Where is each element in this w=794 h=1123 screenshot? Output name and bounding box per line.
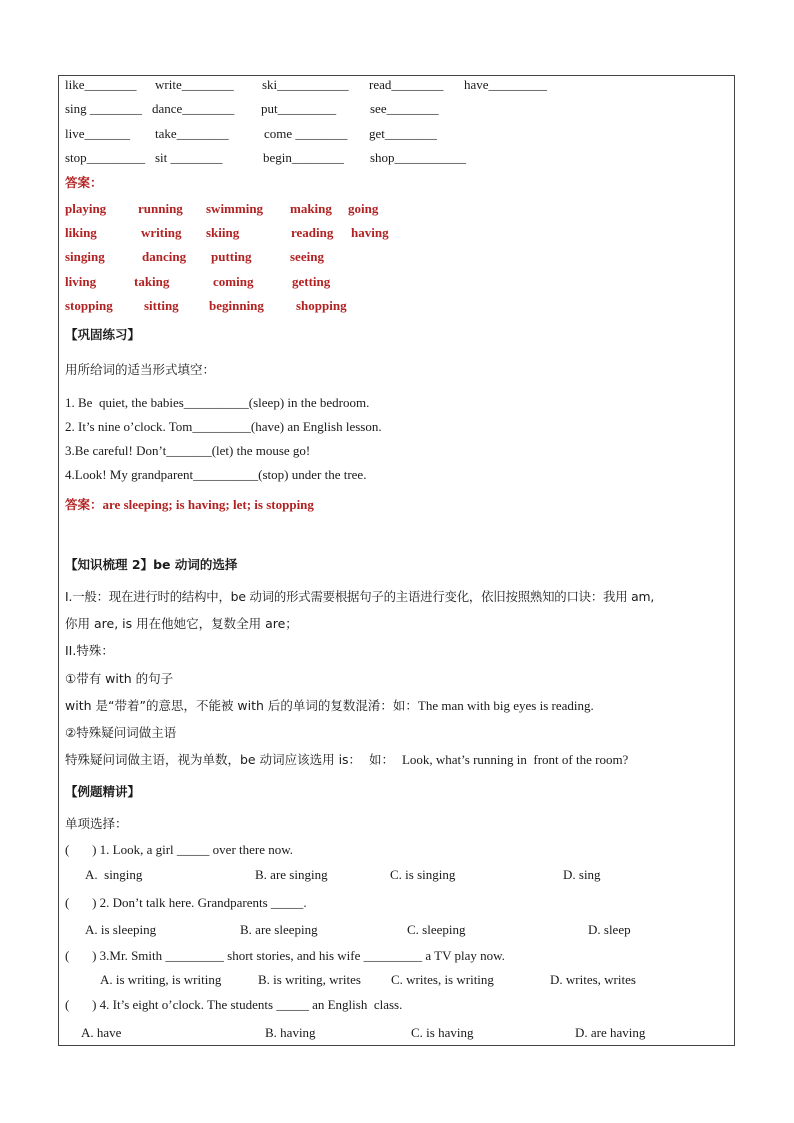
verb-put: put_________: [261, 101, 337, 116]
mc-q2-option-d: D. sleep: [588, 922, 631, 937]
mc-q1-option-d: D. sing: [563, 867, 601, 882]
answer-dancing: dancing: [142, 249, 187, 264]
example-heading: 【例题精讲】: [65, 784, 141, 799]
mc-question-3: ( ) 3.Mr. Smith _________ short stories, and his wife _________ a TV play now.: [65, 948, 505, 963]
special-1-text-en: The man with big eyes is reading.: [417, 698, 594, 713]
answer-running: running: [138, 201, 183, 216]
mc-q2-option-a: A. is sleeping: [85, 922, 157, 937]
practice-item-4: 4.Look! My grandparent__________(stop) under the tree.: [65, 467, 367, 482]
practice-answer-label: 答案：: [65, 497, 103, 512]
mc-q4-option-b: B. having: [265, 1025, 316, 1040]
mc-q3-option-a: A. is writing, is writing: [100, 972, 222, 987]
answer-putting: putting: [211, 249, 252, 264]
verb-ski: ski___________: [262, 77, 349, 92]
answer-getting: getting: [292, 274, 331, 289]
answer-reading: reading: [291, 225, 334, 240]
mc-question-2: ( ) 2. Don’t talk here. Grandparents _____.: [65, 895, 307, 910]
answer-making: making: [290, 201, 332, 216]
mc-q4-option-c: C. is having: [411, 1025, 474, 1040]
special-2-text-en: Look, what’s running in front of the room?: [401, 752, 629, 767]
verb-get: get________: [369, 126, 437, 141]
verb-like: like________: [65, 77, 137, 92]
practice-answer: [65, 497, 314, 513]
answer-living: living: [65, 274, 97, 289]
practice-instruction: 用所给词的适当形式填空：: [65, 362, 216, 377]
answer-shopping: shopping: [296, 298, 347, 313]
answer-coming: coming: [213, 274, 254, 289]
verb-sit: sit ________: [155, 150, 223, 165]
answer-beginning: beginning: [209, 298, 264, 313]
mc-q2-option-b: B. are sleeping: [240, 922, 318, 937]
mc-q4-option-d: D. are having: [575, 1025, 646, 1040]
mc-instruction: 单项选择：: [65, 816, 128, 831]
mc-question-4: ( ) 4. It’s eight o’clock. The students _____ an English class.: [65, 997, 403, 1012]
mc-question-1: ( ) 1. Look, a girl _____ over there now.: [65, 842, 294, 857]
practice-item-3: 3.Be careful! Don’t_______(let) the mouse go!: [65, 443, 311, 458]
answer-swimming: swimming: [206, 201, 264, 216]
knowledge-heading-prefix: 【知识梳理 2】: [65, 557, 154, 572]
special-1-text: [65, 698, 594, 714]
practice-heading: 【巩固练习】: [65, 327, 141, 342]
verb-see: see________: [370, 101, 439, 116]
mc-q3-option-d: D. writes, writes: [550, 972, 636, 987]
answer-taking: taking: [134, 274, 170, 289]
answer-playing: playing: [65, 201, 107, 216]
verb-come: come ________: [264, 126, 348, 141]
answer-having: having: [351, 225, 389, 240]
mc-q3-option-c: C. writes, is writing: [391, 972, 494, 987]
practice-answer-text: are sleeping; is having; let; is stopping: [102, 497, 314, 512]
mc-q4-option-a: A. have: [81, 1025, 122, 1040]
mc-q3-option-b: B. is writing, writes: [258, 972, 361, 987]
verb-write: write________: [155, 77, 234, 92]
general-rule-line1: I.一般：现在进行时的结构中，be 动词的形式需要根据句子的主语进行变化，依旧按照熟知的口诀：我用 am,: [65, 589, 655, 604]
special-2-text-cn: 特殊疑问词做主语，视为单数，be 动词应该选用 is： 如：: [65, 752, 402, 767]
knowledge-heading: [65, 557, 237, 573]
practice-item-2: 2. It’s nine o’clock. Tom_________(have) an English lesson.: [65, 419, 382, 434]
answer-going: going: [348, 201, 379, 216]
answer-label: 答案：: [65, 175, 103, 190]
answer-singing: singing: [65, 249, 105, 264]
answer-sitting: sitting: [144, 298, 179, 313]
mc-q1-option-b: B. are singing: [255, 867, 328, 882]
verb-sing: sing ________: [65, 101, 142, 116]
answer-stopping: stopping: [65, 298, 113, 313]
general-rule-line2: 你用 are, is 用在他她它，复数全用 are；: [65, 616, 298, 631]
answer-liking: liking: [65, 225, 97, 240]
verb-stop: stop_________: [65, 150, 146, 165]
special-1-title: ①带有 with 的句子: [65, 671, 174, 686]
special-label: II.特殊：: [65, 643, 114, 658]
verb-dance: dance________: [152, 101, 235, 116]
verb-have: have_________: [464, 77, 548, 92]
answer-writing: writing: [141, 225, 182, 240]
mc-q1-option-c: C. is singing: [390, 867, 456, 882]
answer-seeing: seeing: [290, 249, 324, 264]
verb-take: take________: [155, 126, 229, 141]
answer-skiing: skiing: [206, 225, 240, 240]
mc-q1-option-a: A. singing: [85, 867, 143, 882]
verb-live: live_______: [65, 126, 130, 141]
practice-item-1: 1. Be quiet, the babies__________(sleep) in the bedroom.: [65, 395, 370, 410]
knowledge-heading-rest: be 动词的选择: [153, 557, 238, 572]
special-2-text: [65, 752, 628, 768]
mc-q2-option-c: C. sleeping: [407, 922, 466, 937]
special-1-text-cn: with 是“带着”的意思，不能被 with 后的单词的复数混淆：如：: [65, 698, 418, 713]
verb-read: read________: [369, 77, 444, 92]
special-2-title: ②特殊疑问词做主语: [65, 725, 177, 740]
verb-begin: begin________: [263, 150, 344, 165]
verb-shop: shop___________: [370, 150, 467, 165]
